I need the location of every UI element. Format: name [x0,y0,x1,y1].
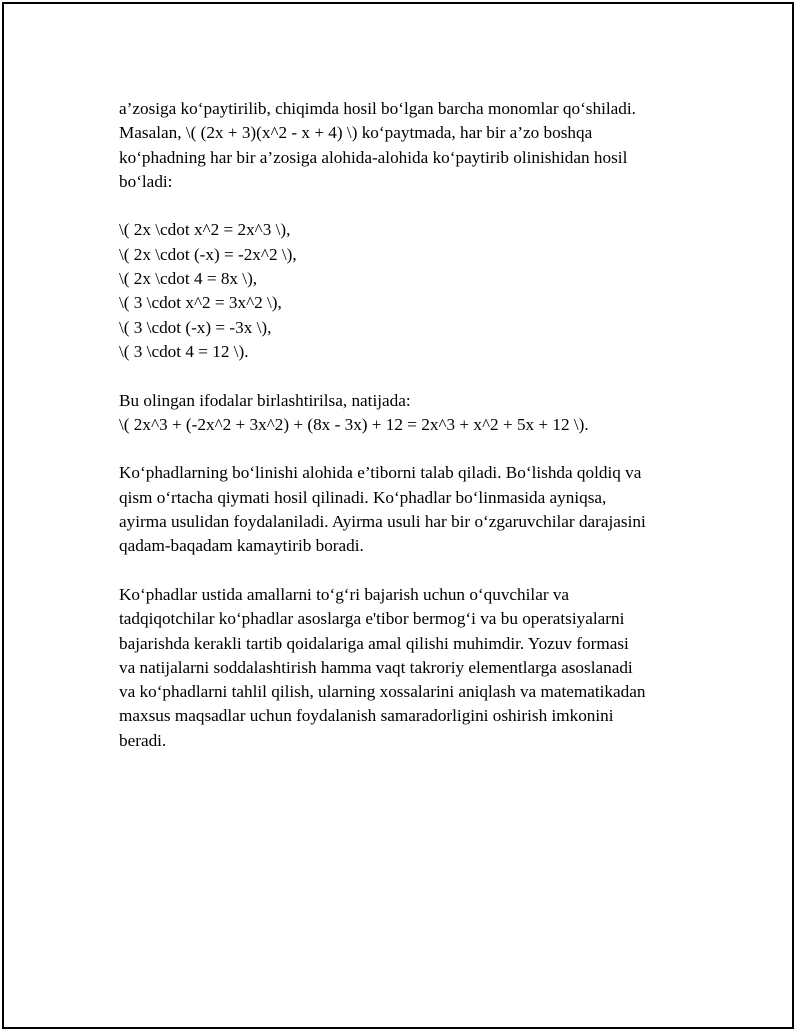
text-line: tadqiqotchilar ko‘phadlar asoslarga e'tibor bermog‘i va bu operatsiyalarni [119,609,625,629]
text-line: maxsus maqsadlar uchun foydalanish samaradorligini oshirish imkonini [119,706,614,726]
equation-line: \( 3 \cdot (-x) = -3x \), [119,317,272,337]
paragraph-spacer [119,364,699,388]
text-line: bo‘ladi: [119,171,173,191]
equation-line: \( 2x \cdot x^2 = 2x^3 \), [119,220,291,240]
text-line: ko‘phadning har bir a’zosiga alohida-alohida ko‘paytirib olinishidan hosil [119,147,628,167]
text-line: qadam-baqadam kamaytirib boradi. [119,536,364,556]
paragraph-intro [119,97,699,194]
text-line: Masalan, \( (2x + 3)(x^2 - x + 4) \) ko‘paytmada, har bir a’zo boshqa [119,123,593,143]
paragraph-spacer [119,559,699,583]
text-line: qism o‘rtacha qiymati hosil qilinadi. Ko‘phadlar bo‘linmasida ayniqsa, [119,487,607,507]
text-line: va natijalarni soddalashtirish hamma vaqt takroriy elementlarga asoslanadi [119,657,633,677]
equation-line: \( 2x \cdot (-x) = -2x^2 \), [119,244,297,264]
paragraph-result [119,389,699,438]
text-line: Bu olingan ifodalar birlashtirilsa, natijada: [119,390,411,410]
paragraph-conclusion [119,583,699,753]
document-page [2,2,794,1029]
text-line: ayirma usulidan foydalaniladi. Ayirma usuli har bir o‘zgaruvchilar darajasini [119,512,646,532]
equation-line: \( 2x \cdot 4 = 8x \), [119,269,258,289]
equation-line: \( 3 \cdot x^2 = 3x^2 \), [119,293,282,313]
paragraph-spacer [119,194,699,218]
text-line: Ko‘phadlar ustida amallarni to‘g‘ri bajarish uchun o‘quvchilar va [119,584,570,604]
page-body [119,97,699,753]
equation-list [119,218,699,364]
text-line: bajarishda kerakli tartib qoidalariga amal qilishi muhimdir. Yozuv formasi [119,633,629,653]
equation-line: \( 3 \cdot 4 = 12 \). [119,341,249,361]
text-line: beradi. [119,730,167,750]
text-line: a’zosiga ko‘paytirilib, chiqimda hosil bo‘lgan barcha monomlar qo‘shiladi. [119,99,636,118]
text-line: va ko‘phadlarni tahlil qilish, ularning xossalarini aniqlash va matematikadan [119,682,646,702]
text-line: Ko‘phadlarning bo‘linishi alohida e’tiborni talab qiladi. Bo‘lishda qoldiq va [119,463,642,483]
equation-line: \( 2x^3 + (-2x^2 + 3x^2) + (8x - 3x) + 12 = 2x^3 + x^2 + 5x + 12 \). [119,414,589,434]
paragraph-spacer [119,437,699,461]
paragraph-division [119,461,699,558]
